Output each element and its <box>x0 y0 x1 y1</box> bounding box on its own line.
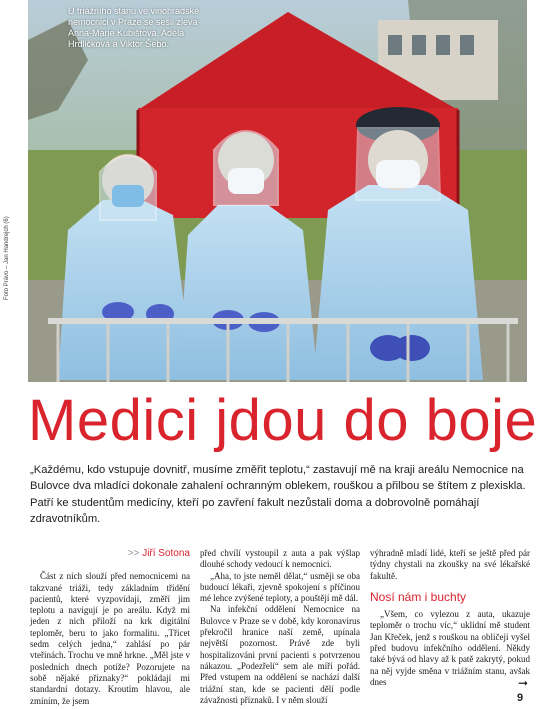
body-paragraph-3: „Aha, to jste neměl dělat,“ usměji se oba budoucí lékaři, zjevně spokojení s příčinou mé lehce zvýšené teploty, a pouštějí mě dál. <box>200 570 360 604</box>
continue-arrow-icon: ➞ <box>518 676 529 690</box>
page-number: 9 <box>517 692 524 704</box>
body-column-1 <box>30 548 190 707</box>
body-paragraph-6: „Všem, co vylezou z auta, ukazuje teploměr o trochu víc,“ uklidní mě student Jan Křeček, jenž s rouškou na obličeji vyšel před budovu infekčního oddělení. Někdy také bývá od hlavy až k patě zakrytý, pokud na něj vyjde směna v triážním stanu, avšak dnes <box>370 609 530 687</box>
article-headline: Medici jdou do boje <box>28 388 538 453</box>
author-arrows: >> <box>127 548 140 559</box>
body-paragraph-1: Část z nich slouží před nemocnicemi na takzvané triáži, tedy základním třídění pacientů, které vyzpovídají, změří jim teplotu a navigují je po areálu. Když mi jeden z nich přiloží na krk digitální teploměr, beru to jako formalitu. „Třicet sedm celých jedna,“ zahlásí po pár vteřinách. Trochu ve mně hrkne. „Měl jste v posledních dnech potíže? Pozorujete na sobě nějaké příznaky?“ pokládají mi standardní dotazy. Kroutím hlavou, ale zmíním, že jsem <box>30 571 190 706</box>
author-byline <box>30 548 190 559</box>
body-paragraph-2: před chvílí vystoupil z auta a pak výšlap dlouhé schody vedoucí k nemocnici. <box>200 548 360 570</box>
article-lead: „Každému, kdo vstupuje dovnitř, musíme změřit teplotu,“ zastavují mě na kraji areálu Nemocnice na Bulovce dva mladíci dokonale zahalení ochranným oblekem, rouškou a přilbou se štítem z plexiskla. Patří ke studentům medicíny, kteří po zavření fakult nezůstali doma a dobrovolně pomáhají zdravotníkům. <box>30 464 526 526</box>
photo-credit: Foto Právo – Jan Handrejch (6) <box>4 216 10 300</box>
body-paragraph-5: výhradně mladí lidé, kteří se ještě před pár týdny chystali na zkoušky na své lékařské fakultě. <box>370 548 530 581</box>
body-column-2 <box>200 548 360 706</box>
medics-photo-illustration <box>28 0 527 382</box>
section-subhead: Nosí nám i buchty <box>370 589 467 604</box>
body-column-3 <box>370 548 530 688</box>
photo-caption: U triážního stanu ve vinohradské nemocnici v Praze se sešli zleva Anna-Marie Kubištová, Adéla Hrdličková a Viktor Šebo. <box>68 6 200 49</box>
body-paragraph-4: Na infekční oddělení Nemocnice na Bulovce v Praze se v době, kdy koronavirus překročil hranice naší země, upínala největší pozornost. Právě zde byli hospitalizováni první pacienti s potvrzenou nákazou. „Podezřelí“ sem ale míří pořád. Před vstupem na oddělení se nachází další triážní stan, kde se pacienti dělí podle závažnosti příznaků. I v něm slouží <box>200 604 360 705</box>
author-name: Jiří Sotona <box>142 548 190 559</box>
cover-photo <box>28 0 527 382</box>
